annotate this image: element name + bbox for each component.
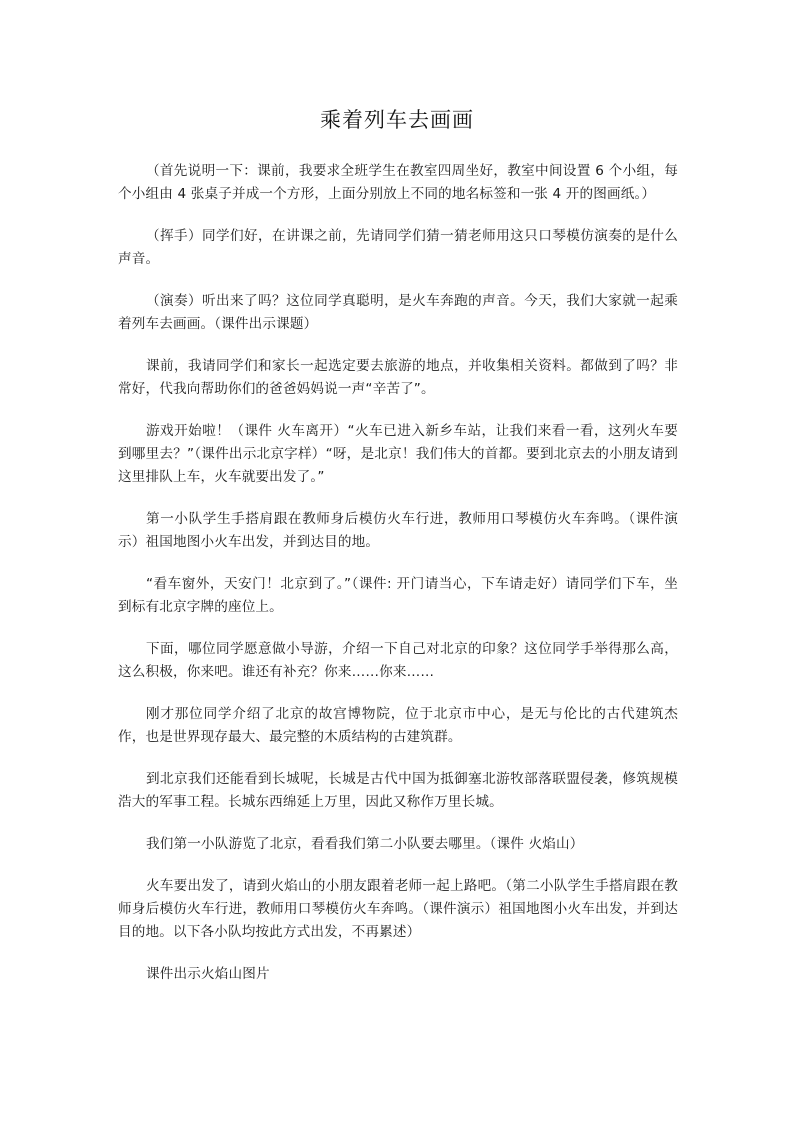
paragraph-second-team: 我们第一小队游览了北京，看看我们第二小队要去哪里。（课件 火焰山）: [146, 836, 584, 852]
paragraph-tour-guide: 下面，哪位同学愿意做小导游，介绍一下自己对北京的印象？这位同学手举得那么高，这么积极，你来吧。谁还有补充？你来……你来……: [118, 641, 678, 680]
paragraph-arrive-beijing: “看车窗外，天安门！北京到了。”（课件: 开门请当心，下车请走好）请同学们下车，坐到标有北京字牌的座位上。: [118, 576, 678, 615]
paragraph-performance: （演奏）听出来了吗？这位同学真聪明，是火车奔跑的声音。今天，我们大家就一起乘着列车去画画。（课件出示课题）: [118, 293, 678, 332]
paragraph-great-wall: 到北京我们还能看到长城呢，长城是古代中国为抵御塞北游牧部落联盟侵袭，修筑规模浩大的军事工程。长城东西绵延上万里，因此又称作万里长城。: [118, 771, 678, 810]
paragraph-greeting: （挥手）同学们好，在讲课之前，先请同学们猜一猜老师用这只口琴模仿演奏的是什么声音。: [118, 228, 678, 267]
paragraph-flaming-mountain-departs: 火车要出发了，请到火焰山的小朋友跟着老师一起上路吧。（第二小队学生手搭肩跟在教师身后模仿火车行进，教师用口琴模仿火车奔鸣。（课件演示）祖国地图小火车出发，并到达目的地。以下各小队均按此方式出发，不再累述）: [118, 878, 678, 940]
paragraph-game-start: 游戏开始啦！（课件 火车离开）“火车已进入新乡车站，让我们来看一看，这列火车要到哪里去？”（课件出示北京字样）“呀，是北京！我们伟大的首都。要到北京去的小朋友请到这里排队上车，火车就要出发了。”: [118, 423, 678, 485]
paragraph-palace-museum: 刚才那位同学介绍了北京的故宫博物院，位于北京市中心，是无与伦比的古代建筑杰作，也是世界现存最大、最完整的木质结构的古建筑群。: [118, 706, 678, 745]
paragraph-first-team-departs: 第一小队学生手搭肩跟在教师身后模仿火车行进，教师用口琴模仿火车奔鸣。（课件演示）祖国地图小火车出发，并到达目的地。: [118, 511, 678, 550]
document-body: [118, 160, 678, 1005]
paragraph-preparation: 课前，我请同学们和家长一起选定要去旅游的地点，并收集相关资料。都做到了吗？非常好，代我向帮助你们的爸爸妈妈说一声“辛苦了”。: [118, 358, 678, 397]
paragraph-intro-note: （首先说明一下：课前，我要求全班学生在教室四周坐好，教室中间设置 6 个小组，每个小组由 4 张桌子并成一个方形，上面分别放上不同的地名标签和一张 4 开的图画纸。）: [118, 163, 678, 202]
paragraph-flaming-mountain-image: 课件出示火焰山图片: [146, 966, 270, 982]
document-title: 乘着列车去画画: [320, 108, 474, 132]
